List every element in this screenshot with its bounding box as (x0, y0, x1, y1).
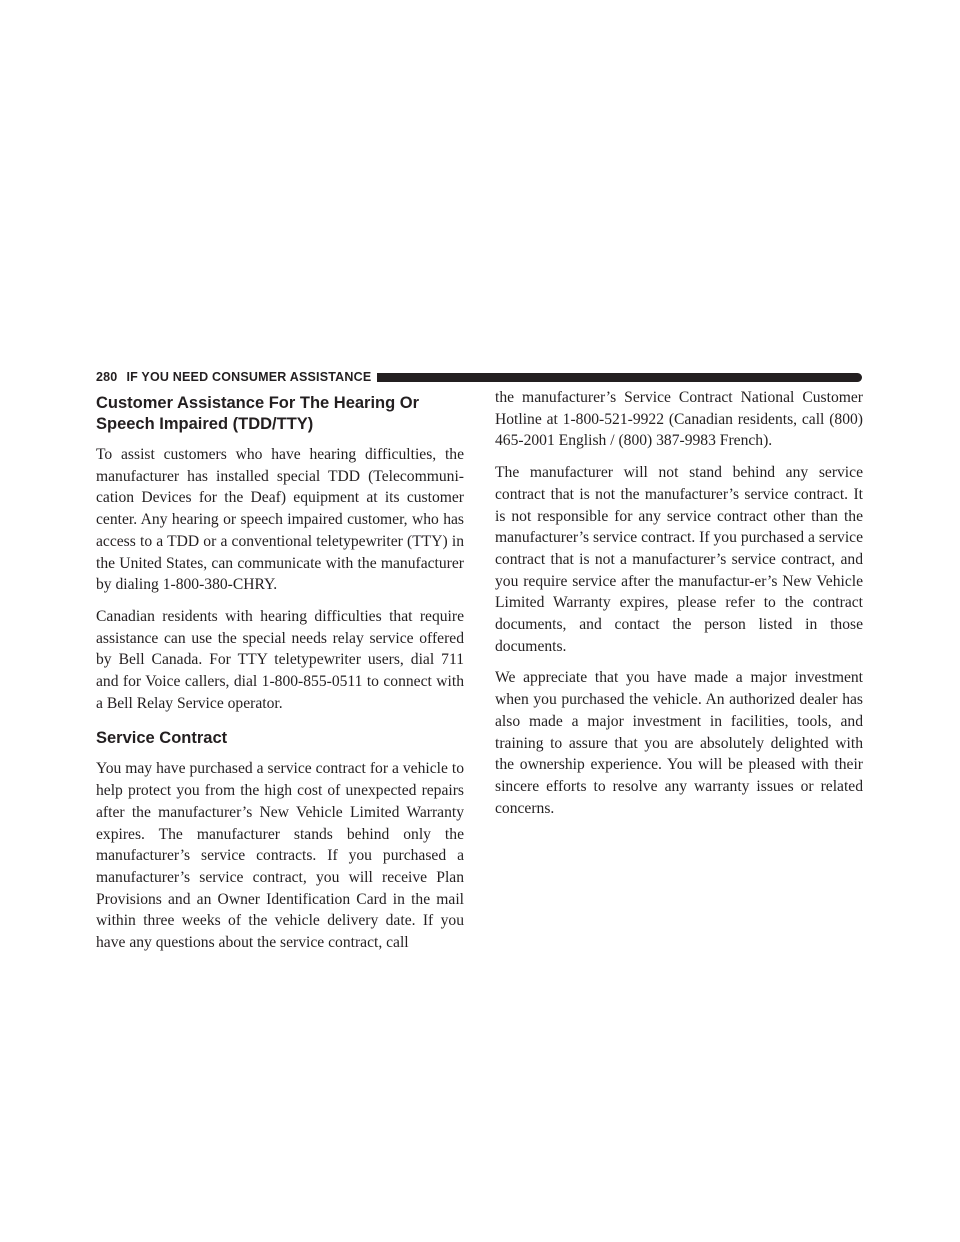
header-rule (377, 373, 862, 382)
paragraph-appreciation: We appreciate that you have made a major investment when you purchased the vehicle. An authorized dealer has also made a major investment in facilities, tools, and training to assure that you are absolutely delighted with the ownership experience. You will be pleased with their sincere efforts to resolve any warranty issues or related concerns. (495, 669, 863, 817)
paragraph-hotline: the manufacturer’s Service Contract National Customer Hotline at 1-800-521-9922 (Canadian residents, call (800) 465-2001 English / (800) 387-9983 French). (495, 389, 863, 450)
left-column (96, 393, 464, 964)
paragraph-not-manufacturer-contract: The manufacturer will not stand behind any service contract that is not the manufacturer’s service contract. It is not responsible for any service contract other than the manufacturer’s service contract. If you purchased a service contract that is not a manufacturer’s service contract, and you require service after the manufactur-er’s New Vehicle Limited Warranty expires, please refer to the contract documents, and contact the person listed in those documents. (495, 464, 863, 655)
heading-hearing-impaired: Customer Assistance For The Hearing Or Speech Impaired (TDD/TTY) (96, 394, 420, 433)
paragraph-service-contract: You may have purchased a service contract for a vehicle to help protect you from the high cost of unexpected repairs after the manufacturer’s New Vehicle Limited Warranty expires. The manufacturer stands behind only the manufacturer’s service contracts. If you purchased a manufacturer’s service contract, you will receive Plan Provisions and an Owner Identification Card in the mail within three weeks of the vehicle delivery date. If you have any questions about the service contract, call (96, 760, 464, 952)
running-header (96, 369, 862, 385)
page-number: 280 (96, 370, 118, 384)
heading-service-contract: Service Contract (96, 729, 228, 748)
section-title: IF YOU NEED CONSUMER ASSISTANCE (126, 370, 372, 384)
right-column (495, 387, 863, 829)
paragraph-tdd: To assist customers who have hearing difficulties, the manufacturer has installed special TDD (Telecommuni-cation Devices for the Deaf) equipment at its customer center. Any hearing or speech impaired customer, who has access to a TDD or a conventional teletypewriter (TTY) in the United States, can communicate with the manufacturer by dialing 1-800-380-CHRY. (96, 446, 464, 594)
paragraph-canadian-relay: Canadian residents with hearing difficulties that require assistance can use the special needs relay service offered by Bell Canada. For TTY teletypewriter users, dial 711 and for Voice callers, dial 1-800-855-0511 to connect with a Bell Relay Service operator. (96, 607, 464, 712)
